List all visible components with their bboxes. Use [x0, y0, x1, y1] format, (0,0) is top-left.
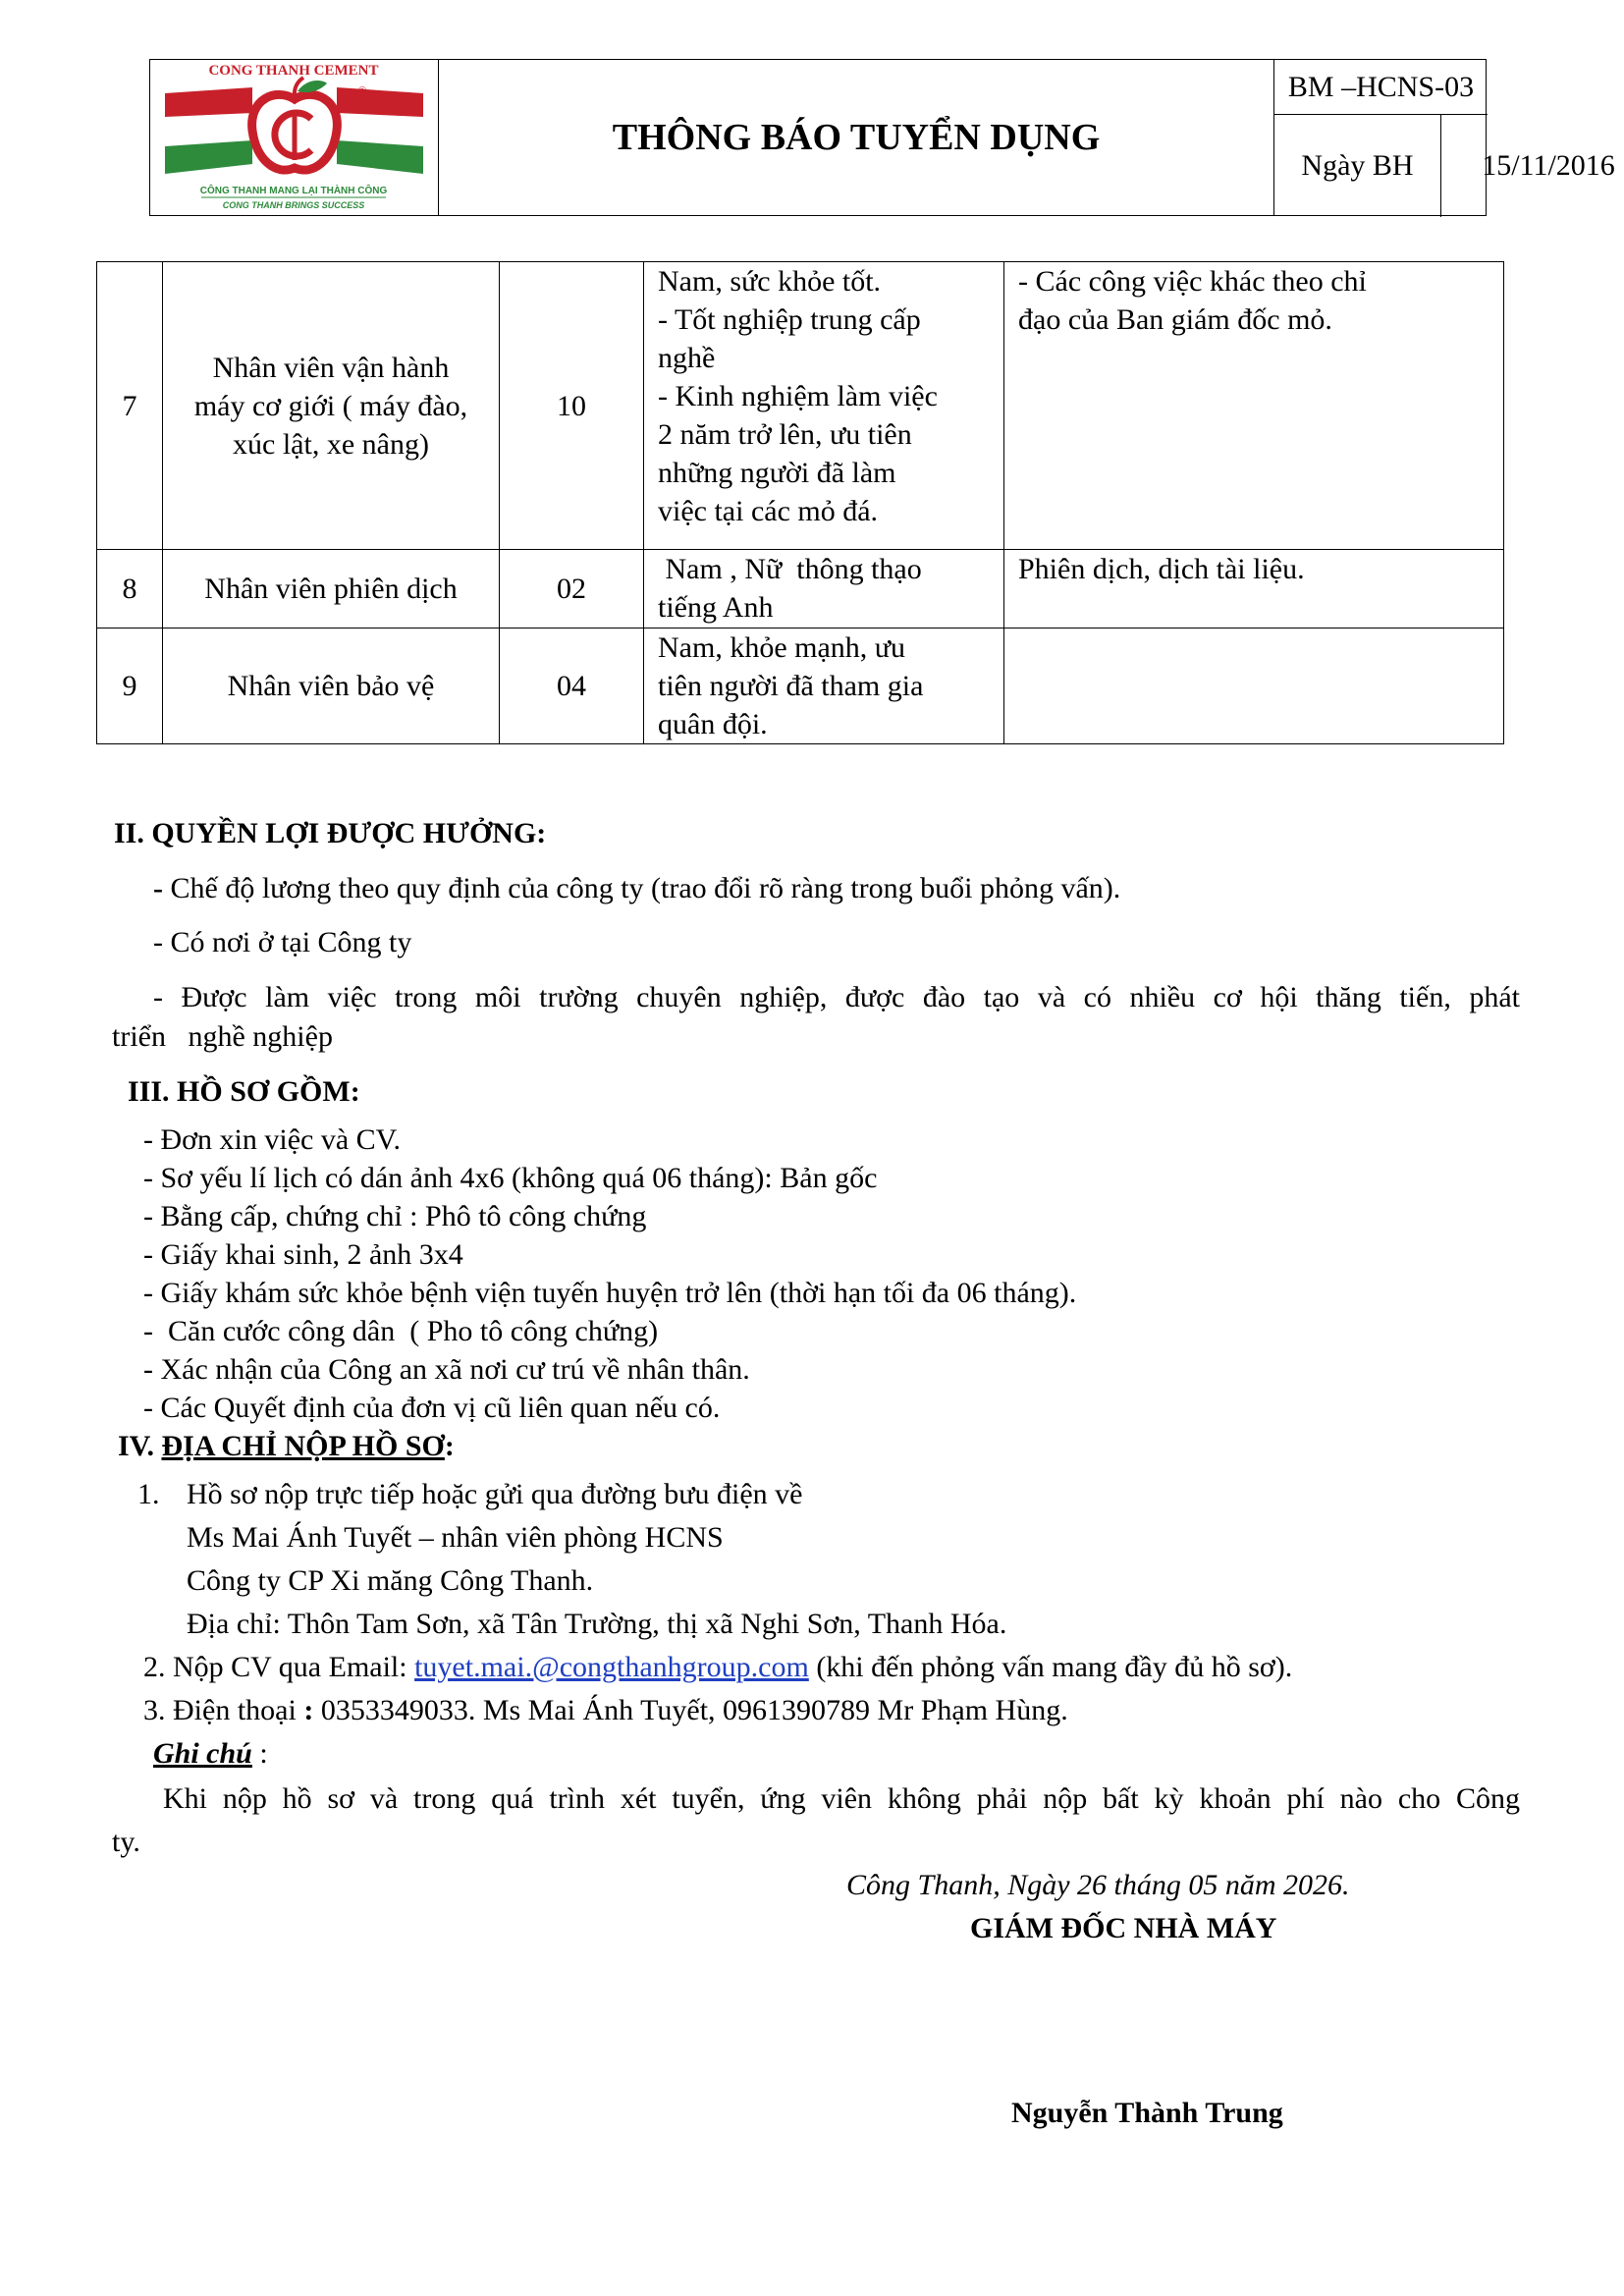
- quantity-cell: 04: [500, 629, 644, 744]
- svg-text:CÔNG THANH MANG LẠI THÀNH CÔNG: CÔNG THANH MANG LẠI THÀNH CÔNG: [199, 186, 388, 196]
- requirement-line: 2 năm trở lên, ưu tiên: [658, 418, 912, 451]
- document-item: - Bằng cấp, chứng chỉ : Phô tô công chứng: [143, 1200, 647, 1232]
- signature-title: GIÁM ĐỐC NHÀ MÁY: [970, 1912, 1277, 1944]
- quantity-cell: 10: [500, 262, 644, 550]
- documents-heading: III. HỒ SƠ GỒM:: [128, 1075, 360, 1108]
- benefits-heading: II. QUYỀN LỢI ĐƯỢC HƯỞNG:: [114, 817, 547, 849]
- quantity-cell: 02: [500, 550, 644, 629]
- address-line: Hồ sơ nộp trực tiếp hoặc gửi qua đường bưu điện về: [187, 1478, 803, 1510]
- phone-line: [143, 1691, 1068, 1730]
- email-line: [143, 1648, 1292, 1687]
- address-line: Địa chỉ: Thôn Tam Sơn, xã Tân Trường, thị xã Nghi Sơn, Thanh Hóa.: [187, 1608, 1007, 1640]
- position-line: máy cơ giới ( máy đào,: [193, 389, 468, 422]
- note-text-continued: ty.: [112, 1826, 140, 1858]
- row-number: 7: [97, 262, 163, 550]
- position-cell: [163, 550, 500, 629]
- company-logo: [150, 60, 439, 215]
- table-row: [97, 262, 1504, 550]
- note-label-line: [153, 1734, 268, 1774]
- position-line: Nhân viên bảo vệ: [227, 670, 435, 702]
- requirements-cell: [644, 262, 1004, 550]
- benefit-item: - Có nơi ở tại Công ty: [153, 926, 412, 958]
- requirement-line: tiên người đã tham gia: [658, 670, 924, 702]
- requirement-line: nghề: [658, 342, 716, 374]
- position-line: xúc lật, xe nâng): [233, 427, 429, 461]
- document-item: - Giấy khai sinh, 2 ảnh 3x4: [143, 1238, 463, 1271]
- description-cell: [1004, 550, 1504, 629]
- row-number: 8: [97, 550, 163, 629]
- requirement-line: tiếng Anh: [658, 591, 774, 624]
- position-cell: [163, 262, 500, 550]
- address-heading-text: ĐỊA CHỈ NỘP HỒ SƠ: [161, 1430, 445, 1462]
- description-cell: [1004, 629, 1504, 744]
- requirement-line: Nam, khỏe mạnh, ưu: [658, 631, 906, 664]
- position-line: Nhân viên vận hành: [212, 351, 450, 384]
- address-heading: [118, 1427, 455, 1466]
- address-item-number: 1.: [137, 1478, 160, 1510]
- document-item: - Xác nhận của Công an xã nơi cư trú về nhân thân.: [143, 1353, 750, 1386]
- signature-name: Nguyễn Thành Trung: [1011, 2097, 1283, 2129]
- table-row: [97, 629, 1504, 744]
- requirement-line: Nam , Nữ thông thạo: [658, 553, 922, 585]
- position-line: Nhân viên phiên dịch: [204, 573, 458, 605]
- requirement-line: quân đội.: [658, 708, 768, 740]
- note-label-suffix: :: [251, 1737, 268, 1770]
- document-item: - Các Quyết định của đơn vị cũ liên quan nếu có.: [143, 1392, 721, 1424]
- document-header: [149, 59, 1615, 216]
- form-code: BM –HCNS-03: [1274, 60, 1488, 115]
- benefit-item-continued: triển nghề nghiệp: [112, 1020, 333, 1053]
- document-item: - Giấy khám sức khỏe bệnh viện tuyến huyện trở lên (thời hạn tối đa 06 tháng).: [143, 1277, 1077, 1309]
- requirement-line: những người đã làm: [658, 457, 896, 489]
- note-label: Ghi chú: [153, 1737, 252, 1770]
- address-line: Ms Mai Ánh Tuyết – nhân viên phòng HCNS: [187, 1521, 724, 1554]
- table-row: [97, 550, 1504, 629]
- document-title: THÔNG BÁO TUYỂN DỤNG: [612, 117, 1101, 158]
- cong-thanh-logo-icon: [150, 60, 437, 215]
- requirements-cell: [644, 550, 1004, 629]
- document-item: - Sơ yếu lí lịch có dán ảnh 4x6 (không quá 06 tháng): Bản gốc: [143, 1162, 878, 1194]
- issue-date-label: Ngày BH: [1274, 115, 1441, 217]
- phone-prefix: 3. Điện thoại: [143, 1694, 304, 1726]
- description-cell: [1004, 262, 1504, 550]
- svg-text:CONG THANH BRINGS SUCCESS: CONG THANH BRINGS SUCCESS: [222, 200, 365, 210]
- requirement-line: việc tại các mỏ đá.: [658, 495, 879, 527]
- benefit-dash: -: [153, 872, 163, 904]
- email-link[interactable]: tuyet.mai.@congthanhgroup.com: [414, 1651, 809, 1683]
- note-text: Khi nộp hồ sơ và trong quá trình xét tuyển, ứng viên không phải nộp bất kỳ khoản phí nào cho Công: [163, 1782, 1520, 1815]
- requirement-line: - Kinh nghiệm làm việc: [658, 380, 938, 412]
- email-suffix: (khi đến phỏng vấn mang đầy đủ hồ sơ).: [808, 1651, 1293, 1683]
- document-meta: [1273, 60, 1615, 215]
- description-line: đạo của Ban giám đốc mỏ.: [1018, 303, 1332, 336]
- document-item: - Đơn xin việc và CV.: [143, 1123, 401, 1156]
- requirement-line: Nam, sức khỏe tốt.: [658, 265, 882, 298]
- phone-text: 0353349033. Ms Mai Ánh Tuyết, 0961390789 Mr Phạm Hùng.: [313, 1694, 1068, 1726]
- signature-place-date: Công Thanh, Ngày 26 tháng 05 năm 2026.: [846, 1869, 1350, 1901]
- address-heading-prefix: IV.: [118, 1430, 162, 1462]
- document-item: - Căn cước công dân ( Pho tô công chứng): [143, 1315, 659, 1347]
- job-positions-table: [96, 261, 1504, 744]
- address-heading-suffix: :: [444, 1430, 455, 1462]
- requirement-line: - Tốt nghiệp trung cấp: [658, 303, 921, 336]
- benefit-item: [153, 869, 1120, 908]
- position-cell: [163, 629, 500, 744]
- row-number: 9: [97, 629, 163, 744]
- svg-text:CONG THANH CEMENT: CONG THANH CEMENT: [208, 63, 379, 79]
- email-prefix: 2. Nộp CV qua Email:: [143, 1651, 415, 1683]
- phone-colon: :: [303, 1694, 314, 1726]
- benefit-text: Chế độ lương theo quy định của công ty (trao đổi rõ ràng trong buổi phỏng vấn).: [163, 872, 1121, 904]
- requirements-cell: [644, 629, 1004, 744]
- description-line: Phiên dịch, dịch tài liệu.: [1018, 553, 1305, 585]
- description-line: - Các công việc khác theo chỉ: [1018, 265, 1367, 298]
- benefit-item: - Được làm việc trong môi trường chuyên nghiệp, được đào tạo và có nhiều cơ hội thăng tiến, phát: [153, 981, 1520, 1013]
- issue-date-value: 15/11/2016: [1482, 149, 1615, 182]
- address-line: Công ty CP Xi măng Công Thanh.: [187, 1564, 594, 1597]
